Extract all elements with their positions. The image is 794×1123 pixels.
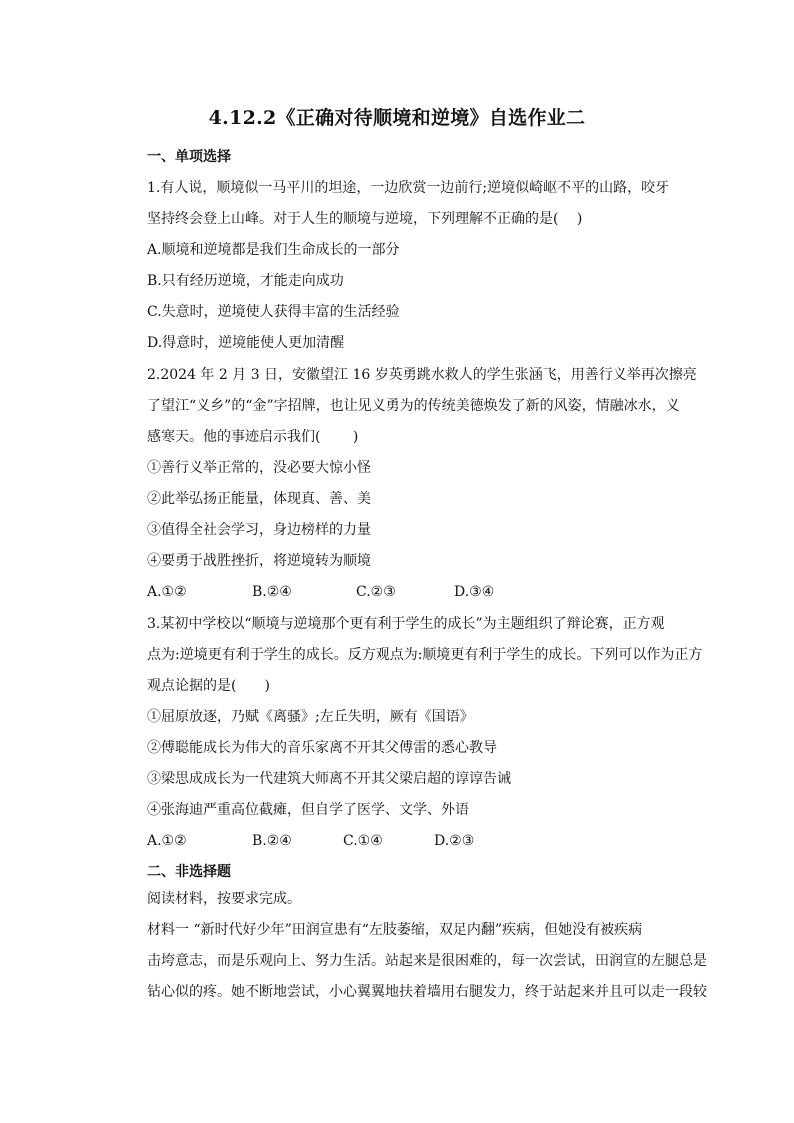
q2-statement-2: ②此举弘扬正能量，体现真、善、美 — [147, 491, 371, 507]
q3-option-c: C.①④ — [343, 833, 383, 849]
q3-statement-4: ④张海迪严重高位截瘫，但自学了医学、文学、外语 — [147, 802, 469, 818]
section-heading-single-choice: 一、单项选择 — [147, 149, 231, 165]
q2-stem-line3: 感寒天。他的事迹启示我们( ) — [147, 429, 359, 445]
q2-option-d: D.③④ — [454, 584, 495, 600]
section-heading-non-choice: 二、非选择题 — [147, 864, 231, 880]
q3-stem-line2: 点为:逆境更有利于学生的成长。反方观点为:顺境更有利于学生的成长。下列可以作为正方 — [147, 647, 703, 663]
q2-stem-line1: 2.2024 年 2 月 3 日，安徽望江 16 岁英勇跳水救人的学生张涵飞，用善行义举再次擦亮 — [147, 367, 697, 383]
material1-line3: 钻心似的疼。她不断地尝试，小心翼翼地扶着墙用右腿发力，终于站起来并且可以走一段较 — [147, 984, 707, 1000]
q2-option-b: B.②④ — [252, 584, 292, 600]
material1-line2: 击垮意志，而是乐观向上、努力生活。站起来是很困难的，每一次尝试，田润宣的左腿总是 — [147, 953, 707, 969]
q3-stem-line3: 观点论据的是( ) — [147, 678, 270, 694]
q3-option-d: D.②③ — [434, 833, 475, 849]
q2-statement-3: ③值得全社会学习，身边榜样的力量 — [147, 522, 371, 538]
q1-option-b: B.只有经历逆境，才能走向成功 — [147, 273, 344, 289]
q3-statement-2: ②傅聪能成长为伟大的音乐家离不开其父傅雷的悉心教导 — [147, 740, 497, 756]
q1-stem-line2: 坚持终会登上山峰。对于人生的顺境与逆境，下列理解不正确的是( ) — [147, 211, 583, 227]
q2-option-a: A.①② — [147, 584, 187, 600]
q3-statement-3: ③梁思成成长为一代建筑大师离不开其父梁启超的谆谆告诫 — [147, 771, 511, 787]
q3-statement-1: ①屈原放逐，乃赋《离骚》;左丘失明，厥有《国语》 — [147, 709, 474, 725]
q2-option-c: C.②③ — [356, 584, 396, 600]
q2-stem-line2: 了望江“义乡”的“金”字招牌，也让见义勇为的传统美德焕发了新的风姿，情融冰水，义 — [147, 398, 680, 414]
q2-statement-1: ①善行义举正常的，没必要大惊小怪 — [147, 460, 371, 476]
q3-stem-line1: 3.某初中学校以“顺境与逆境那个更有利于学生的成长”为主题组织了辩论赛，正方观 — [147, 616, 665, 632]
q1-option-c: C.失意时，逆境使人获得丰富的生活经验 — [147, 304, 400, 320]
q1-stem-line1: 1.有人说，顺境似一马平川的坦途，一边欣赏一边前行;逆境似崎岖不平的山路，咬牙 — [147, 180, 670, 196]
instruction-text: 阅读材料，按要求完成。 — [147, 891, 301, 907]
q1-option-a: A.顺境和逆境都是我们生命成长的一部分 — [147, 242, 400, 258]
q1-option-d: D.得意时，逆境能使人更加清醒 — [147, 335, 345, 351]
q2-statement-4: ④要勇于战胜挫折，将逆境转为顺境 — [147, 553, 371, 569]
material1-line1: 材料一 “新时代好少年”田润宣患有“左肢萎缩，双足内翻”疾病，但她没有被疾病 — [147, 922, 643, 938]
q3-option-a: A.①② — [147, 833, 187, 849]
q3-option-b: B.②④ — [252, 833, 292, 849]
page-title: 4.12.2《正确对待顺境和逆境》自选作业二 — [208, 107, 586, 129]
